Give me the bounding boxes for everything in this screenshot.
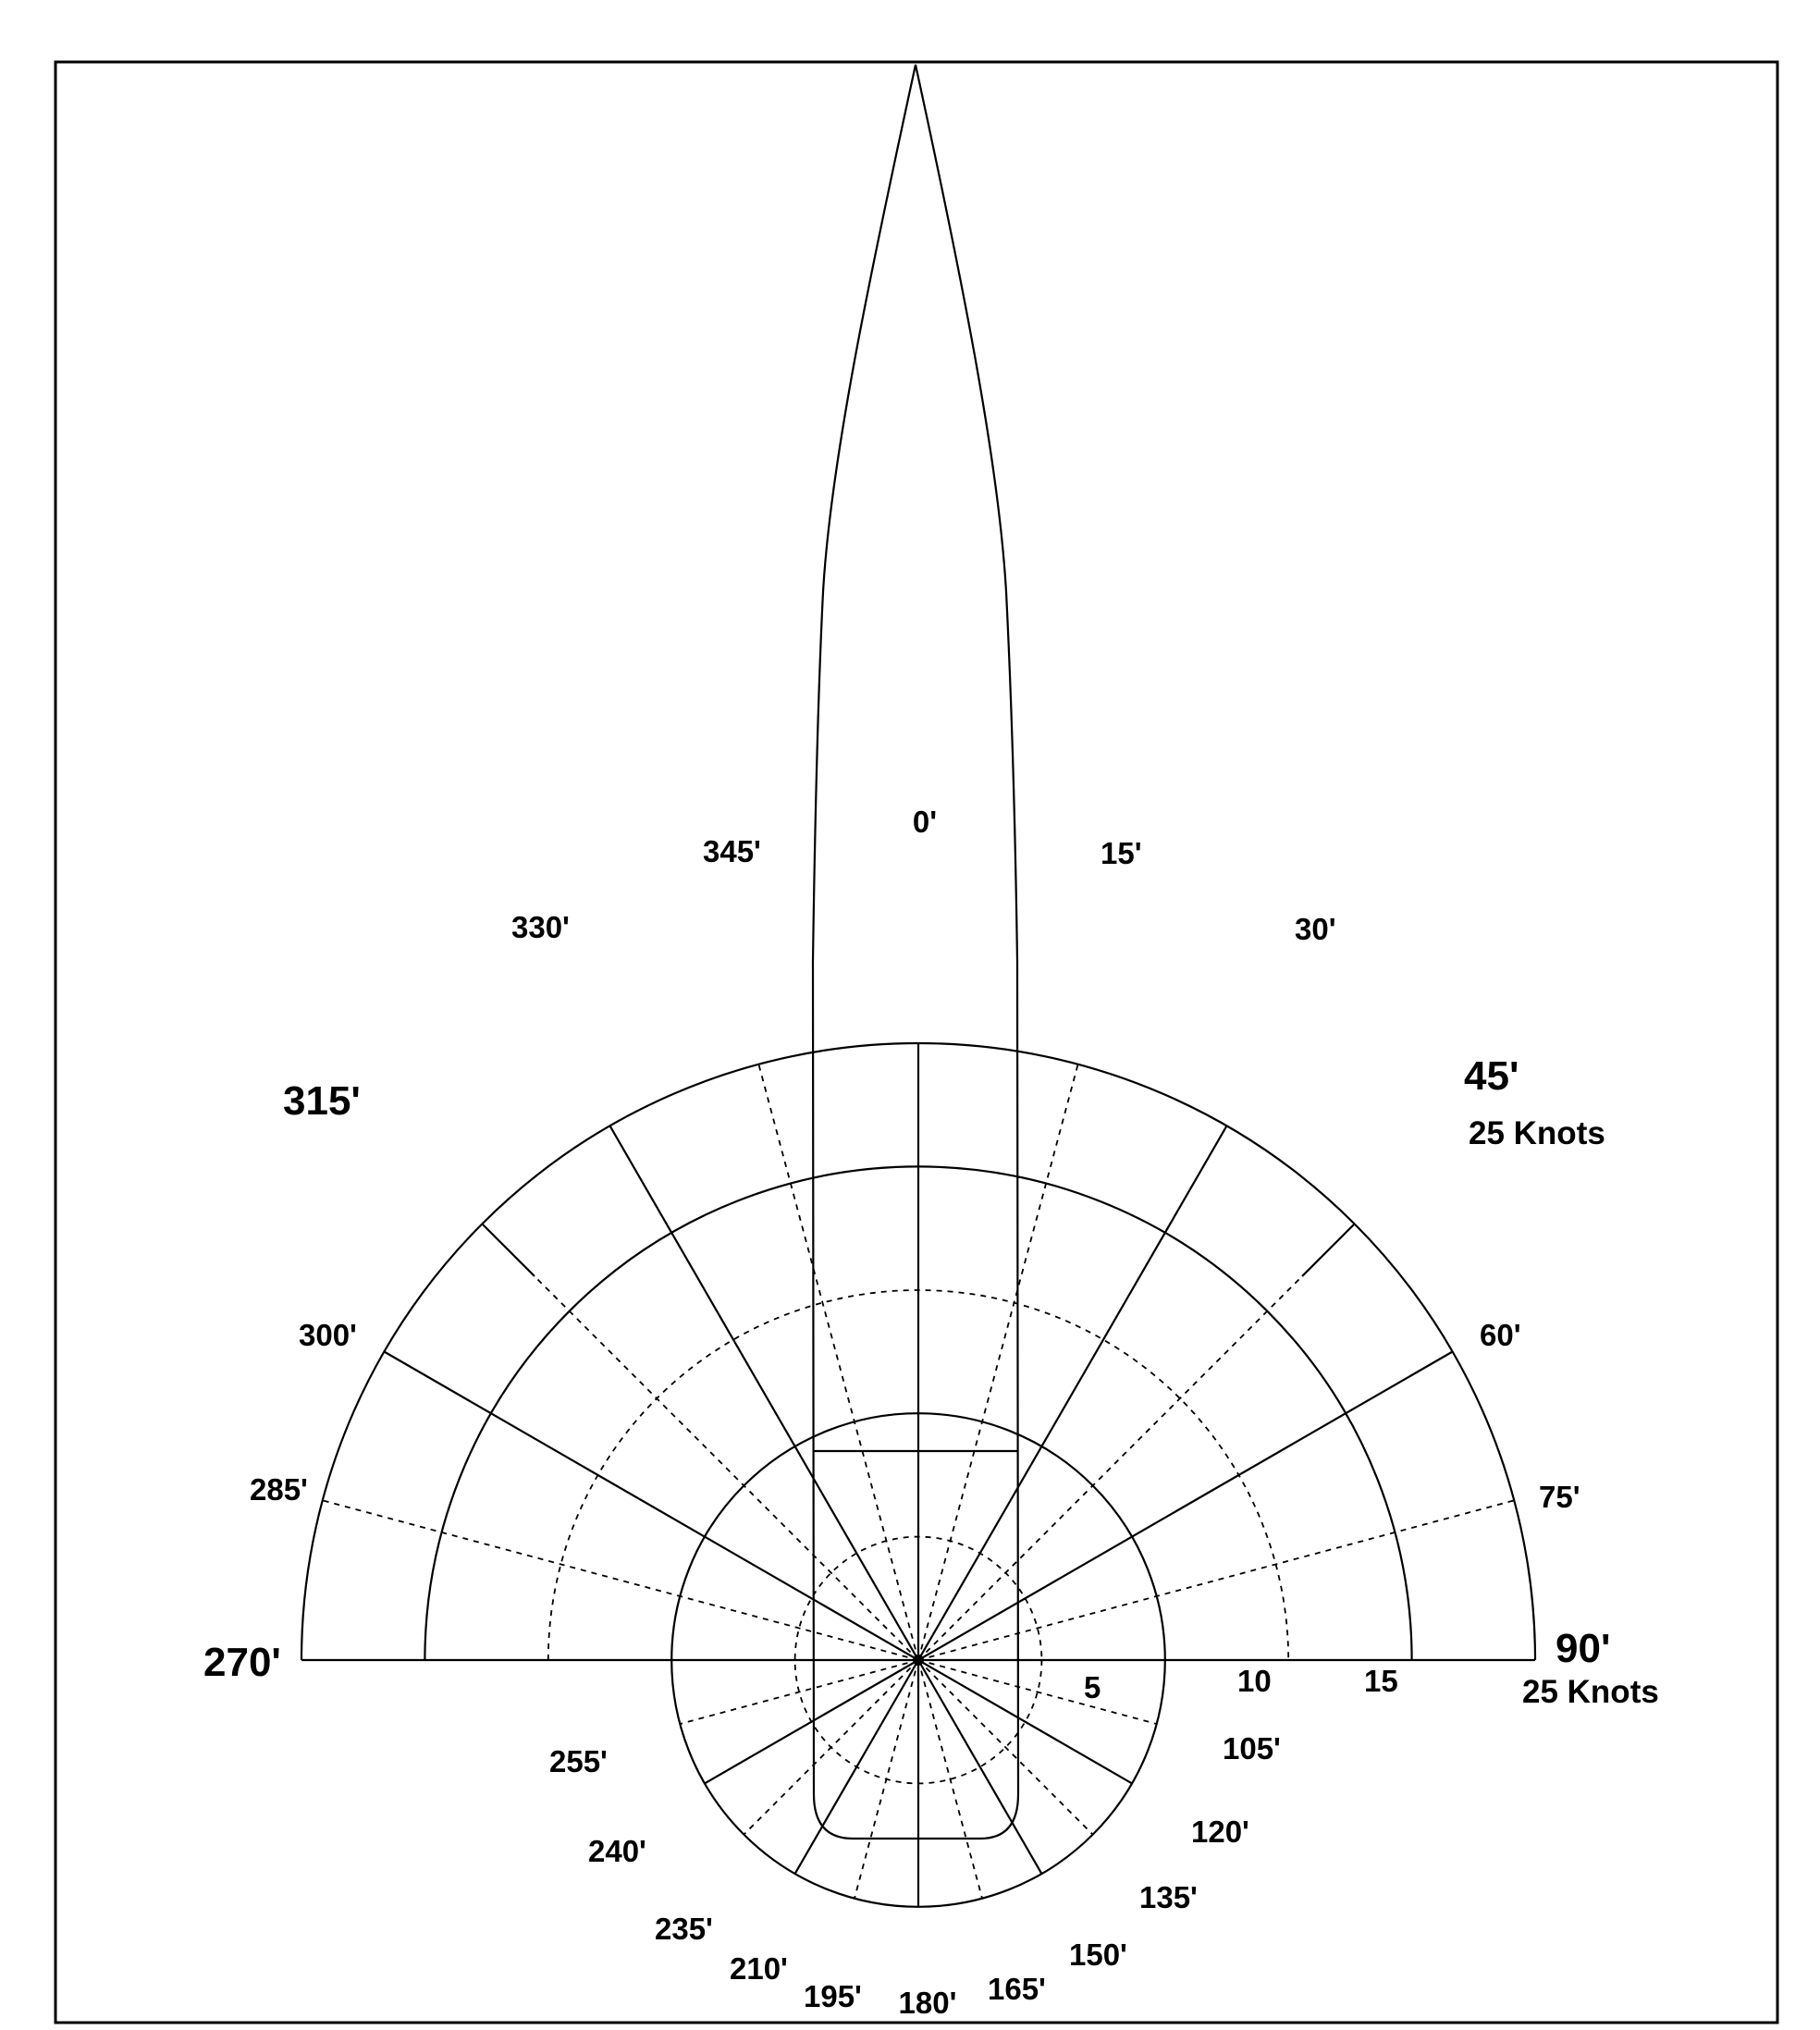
bearing-label-60: 60': [1480, 1318, 1521, 1352]
radial-solid-300: [384, 1352, 918, 1661]
bearing-label-270: 270': [203, 1640, 281, 1685]
radial-dashed-15: [918, 1064, 1078, 1660]
radial-solid-240: [705, 1660, 918, 1783]
bearing-label-300: 300': [299, 1318, 357, 1352]
radial-solid-30: [918, 1126, 1227, 1660]
bearing-label-165: 165': [988, 1972, 1046, 2006]
ring-25-knots-left-upper: [384, 1224, 482, 1351]
bearing-label-210: 210': [730, 1951, 788, 1986]
bearing-label-345: 345': [703, 834, 761, 868]
ring-25-knots-right: [1453, 1352, 1535, 1661]
bearing-label-285: 285': [250, 1472, 308, 1507]
bearing-label-180: 180': [898, 1986, 957, 2020]
radial-dashed-165: [918, 1660, 982, 1899]
radial-dashed-75: [918, 1500, 1514, 1660]
bearing-label-0: 0': [912, 805, 938, 839]
radial-dashed-45: [918, 1276, 1302, 1660]
bearing-label-90: 90': [1556, 1626, 1611, 1671]
radial-solid-330: [610, 1126, 919, 1660]
bearing-label-120: 120': [1191, 1815, 1249, 1849]
radial-dashed-315: [535, 1276, 918, 1660]
bearing-label-105: 105': [1223, 1731, 1281, 1765]
bearing-label-255: 255': [549, 1744, 608, 1778]
radial-dashed-135: [918, 1660, 1093, 1835]
bearing-label-75: 75': [1539, 1480, 1580, 1514]
radial-dashed-195: [855, 1660, 918, 1899]
radial-dashed-225: [744, 1660, 918, 1835]
polar-grid: [301, 1043, 1535, 1907]
sector-edge-315: [482, 1224, 535, 1276]
ring-25-knots-left: [301, 1352, 384, 1661]
speed-tick-5: 5: [1084, 1670, 1101, 1704]
radial-solid-150: [918, 1660, 1041, 1874]
bearing-label-235: 235': [655, 1912, 713, 1946]
radial-speed-ticks: [1084, 1664, 1398, 1704]
speed-max-label-90: 25 Knots: [1522, 1674, 1659, 1710]
bearing-label-30: 30': [1295, 912, 1336, 946]
bearing-label-15: 15': [1101, 836, 1142, 870]
radial-dashed-105: [918, 1660, 1157, 1724]
sector-edge-45: [1302, 1224, 1355, 1276]
speed-tick-15: 15: [1364, 1664, 1398, 1698]
bearing-label-240: 240': [588, 1834, 646, 1868]
radial-solid-60: [918, 1352, 1453, 1661]
radial-dashed-255: [680, 1660, 918, 1724]
speed-max-label-45: 25 Knots: [1469, 1115, 1605, 1151]
bearing-label-45: 45': [1464, 1053, 1519, 1099]
bearing-label-330: 330': [511, 910, 570, 944]
ship-hull-outline: [813, 65, 1018, 1839]
bearing-label-150: 150': [1069, 1938, 1127, 1972]
bearing-label-195: 195': [804, 1979, 862, 2013]
radial-dashed-285: [323, 1500, 918, 1660]
bearing-label-135: 135': [1139, 1880, 1198, 1914]
ring-25-knots-right-upper: [1355, 1224, 1453, 1351]
speed-tick-10: 10: [1237, 1664, 1272, 1698]
bearing-label-315: 315': [283, 1078, 361, 1124]
radial-dashed-345: [758, 1064, 918, 1660]
